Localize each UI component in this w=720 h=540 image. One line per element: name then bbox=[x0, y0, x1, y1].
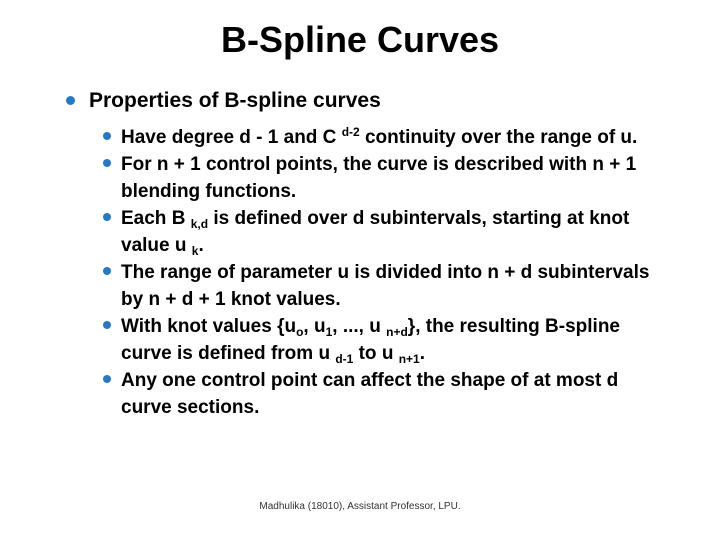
slide-footer: Madhulika (18010), Assistant Professor, LPU. bbox=[259, 501, 461, 512]
text-part: . bbox=[198, 235, 204, 256]
main-bullet-text: Properties of B-spline curves bbox=[89, 89, 381, 112]
list-item-local-control bbox=[96, 367, 666, 421]
text-part: }, the resulting B-spline curve is defined from u bbox=[121, 316, 620, 364]
superscript: d-2 bbox=[341, 125, 360, 139]
list-item-control-points bbox=[96, 151, 666, 205]
subscript: n+1 bbox=[398, 352, 420, 366]
list-item-degree bbox=[96, 124, 666, 151]
list-item-knot-values bbox=[96, 313, 666, 367]
text-part: With knot values {u bbox=[121, 316, 297, 337]
list-item-parameter-range bbox=[96, 259, 666, 313]
text-part: Have degree d - 1 and C bbox=[121, 127, 342, 148]
subscript: n+d bbox=[386, 325, 408, 339]
bullet-dot-icon bbox=[103, 132, 111, 140]
subscript: o bbox=[296, 325, 304, 339]
subscript: k,d bbox=[190, 217, 209, 231]
sub-bullet-list bbox=[96, 124, 666, 421]
text-part: For n + 1 control points, the curve is described with n + 1 blending functions. bbox=[121, 154, 637, 202]
bullet-dot-icon bbox=[103, 159, 111, 167]
text-part: Each B bbox=[121, 208, 191, 229]
subscript: d-1 bbox=[335, 352, 354, 366]
list-item-subintervals bbox=[96, 205, 666, 259]
bullet-dot-icon bbox=[103, 375, 111, 383]
bullet-dot-icon bbox=[103, 213, 111, 221]
bullet-dot-icon bbox=[66, 96, 75, 105]
subscript: k bbox=[191, 244, 199, 258]
bullet-dot-icon bbox=[103, 267, 111, 275]
text-part: continuity over the range of u. bbox=[359, 127, 638, 148]
text-part: . bbox=[419, 343, 426, 364]
text-part: , u bbox=[303, 316, 326, 337]
text-part: The range of parameter u is divided into n + d subintervals by n + d + 1 knot values. bbox=[121, 262, 650, 310]
text-part: to u bbox=[353, 343, 399, 364]
main-bullet bbox=[52, 86, 692, 116]
subscript: 1 bbox=[325, 325, 333, 339]
text-part: , ..., u bbox=[332, 316, 387, 337]
text-part: is defined over d subintervals, starting at knot value u bbox=[121, 208, 630, 256]
text-part: Any one control point can affect the shape of at most d curve sections. bbox=[121, 370, 619, 418]
slide-title: B-Spline Curves bbox=[220, 19, 500, 60]
bullet-dot-icon bbox=[103, 321, 111, 329]
